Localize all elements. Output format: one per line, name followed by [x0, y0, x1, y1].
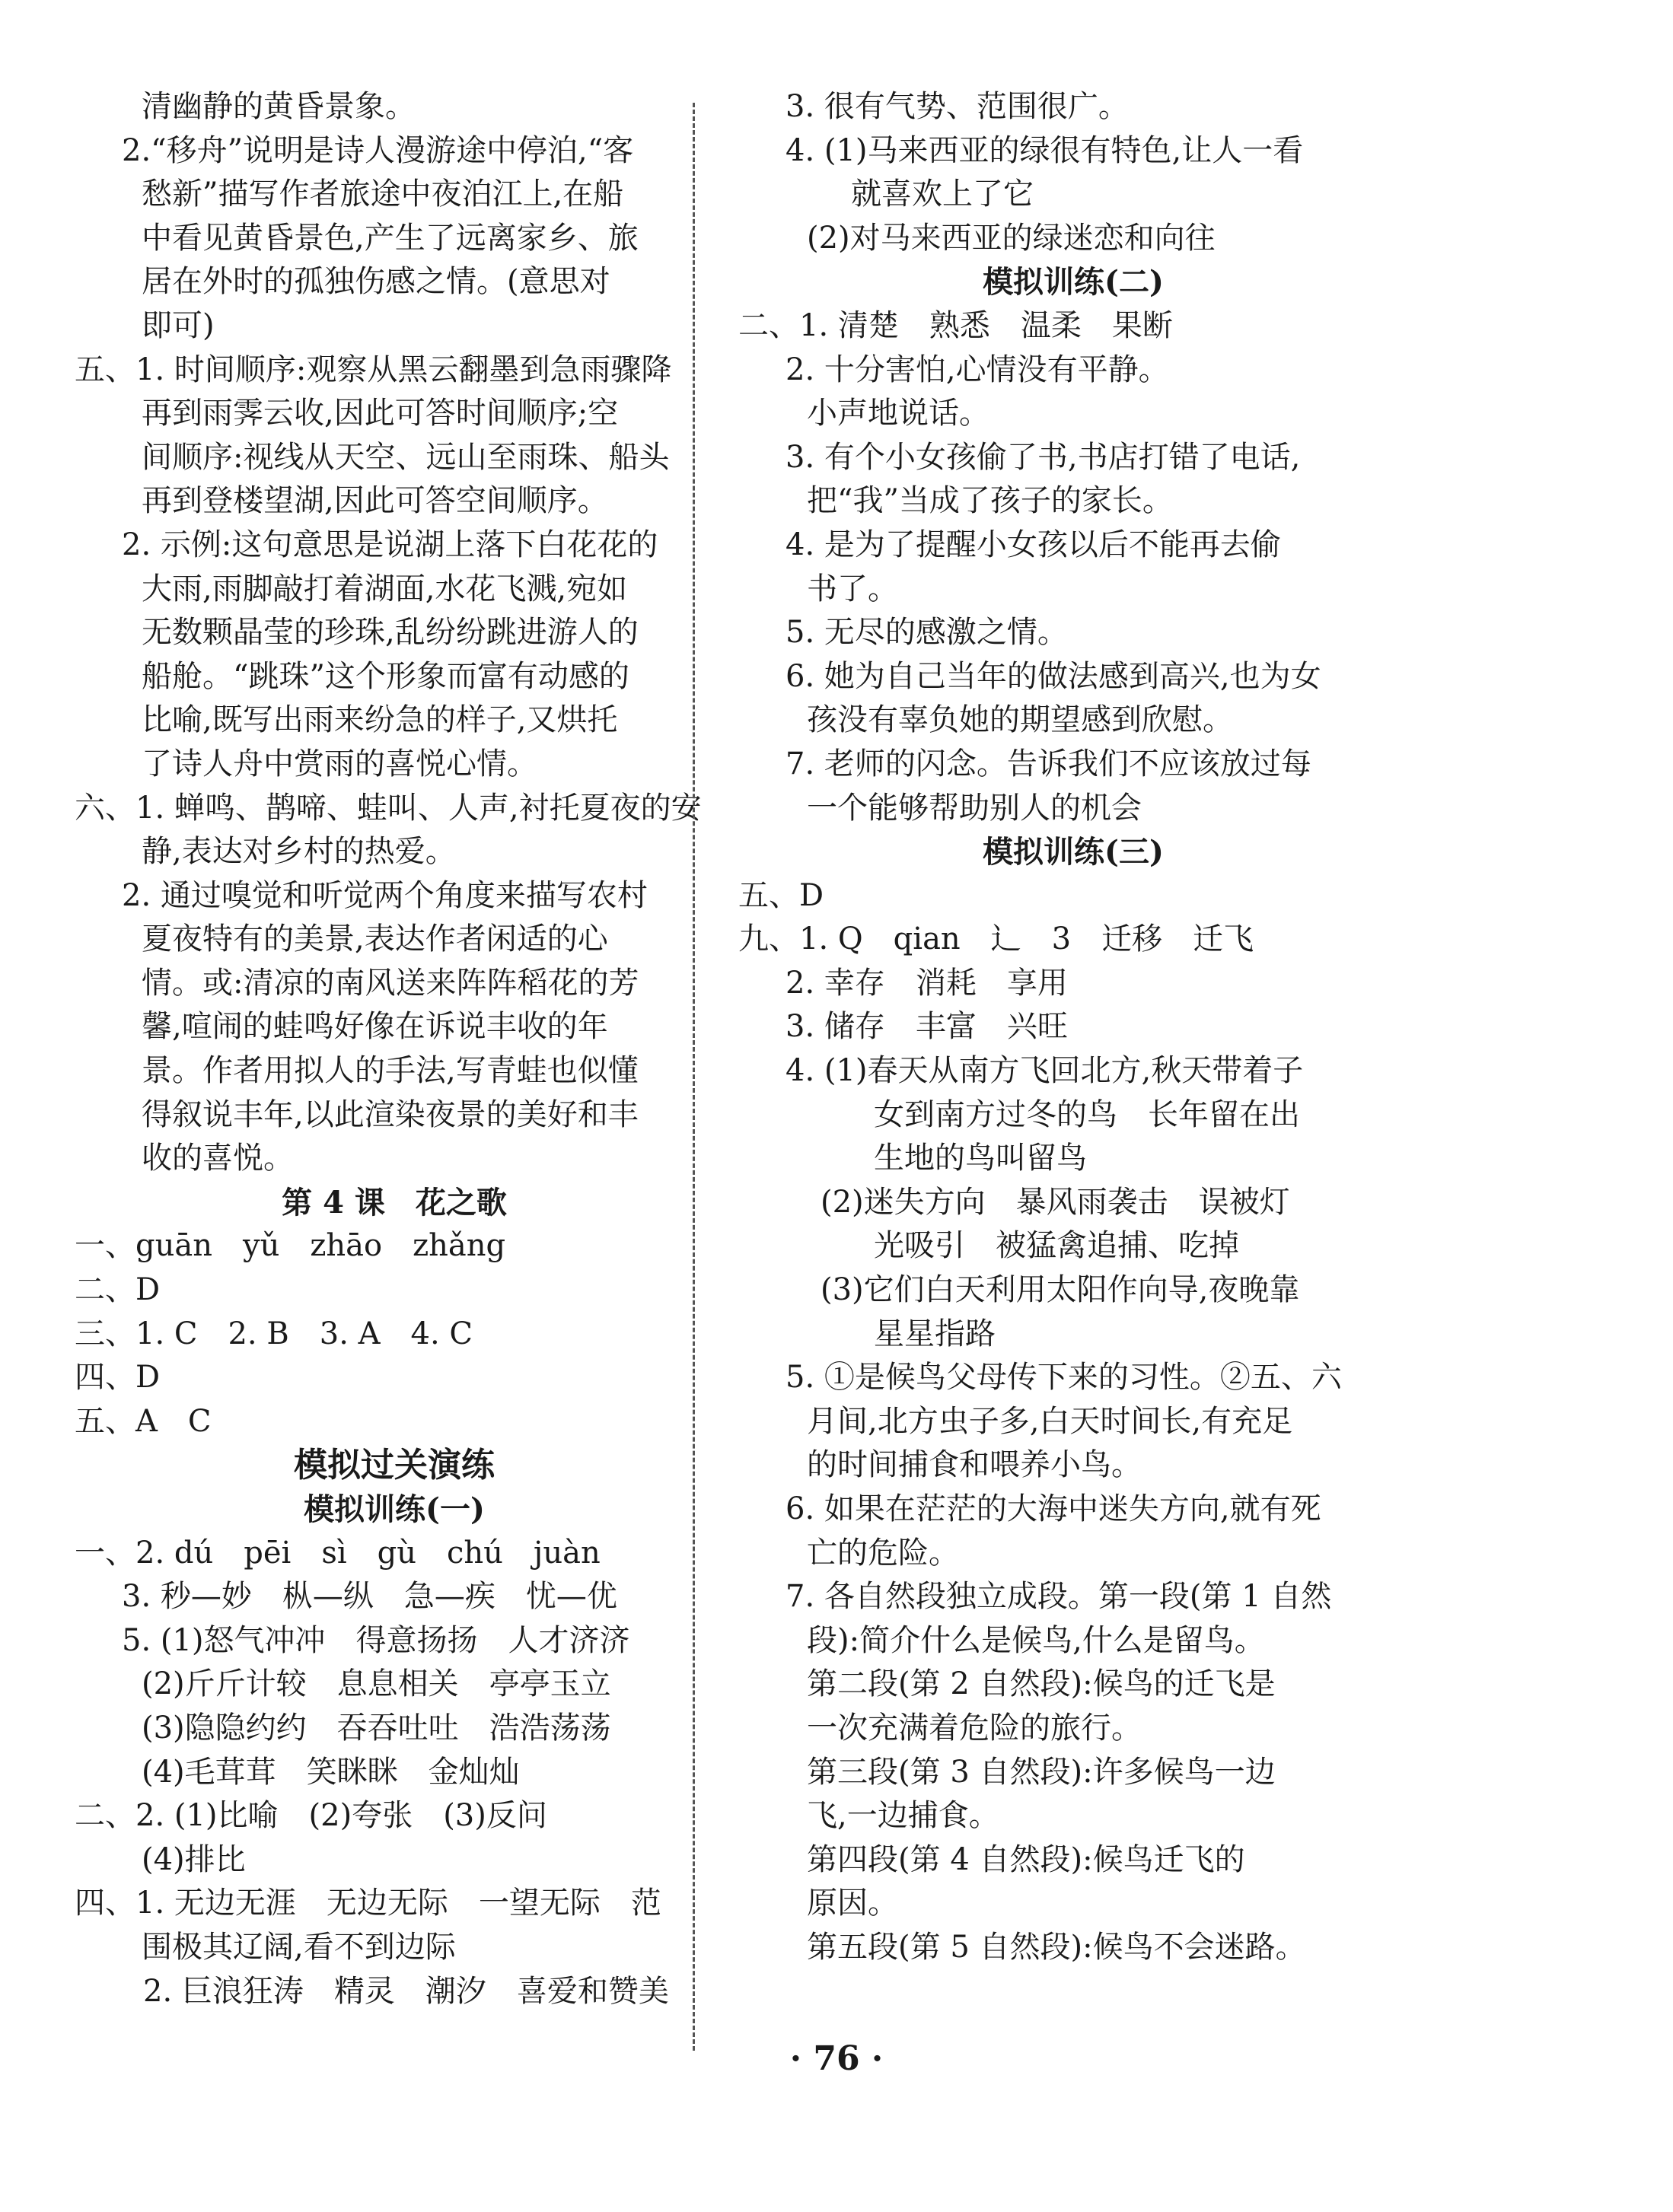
left-column-line: 五、1. 时间顺序:观察从黑云翻墨到急雨骤降 — [75, 352, 672, 387]
right-column-line: 7. 老师的闪念。告诉我们不应该放过每 — [786, 746, 1311, 781]
left-column-line: 比喻,既写出雨来纷急的样子,又烘托 — [142, 702, 618, 738]
left-column-line: 船舱。“跳珠”这个形象而富有动感的 — [142, 658, 629, 694]
right-column-line: 书了。 — [807, 571, 898, 606]
left-column-line: 围极其辽阔,看不到边际 — [142, 1929, 456, 1965]
right-column-line: 一次充满着危险的旅行。 — [807, 1710, 1142, 1746]
left-column-line: 四、D — [75, 1360, 161, 1396]
left-column-line: 馨,喧闹的蛙鸣好像在诉说丰收的年 — [142, 1009, 608, 1045]
right-column-line: 二、1. 清楚 熟悉 温柔 果断 — [738, 307, 1173, 343]
left-column-line: 间顺序:视线从天空、远山至雨珠、船头 — [142, 439, 670, 475]
right-column-line: 原因。 — [807, 1886, 898, 1921]
page-number: · 76 · — [789, 2039, 884, 2078]
right-column-line: 生地的鸟叫留鸟 — [874, 1141, 1087, 1176]
left-column-line: 再到登楼望湖,因此可答空间顺序。 — [142, 483, 608, 519]
left-column-line: 模拟训练(一) — [304, 1491, 485, 1527]
right-column-line: 段):简介什么是候鸟,什么是留鸟。 — [807, 1622, 1265, 1658]
left-column-line: 第 4 课 花之歌 — [282, 1184, 507, 1221]
right-column-line: 星星指路 — [874, 1316, 996, 1351]
right-column-line: 第三段(第 3 自然段):许多候鸟一边 — [807, 1754, 1276, 1790]
right-column-line: 第四段(第 4 自然段):候鸟迁飞的 — [807, 1841, 1245, 1877]
right-column-line: 5. ①是候鸟父母传下来的习性。②五、六 — [786, 1360, 1342, 1396]
left-column-line: 了诗人舟中赏雨的喜悦心情。 — [142, 746, 537, 781]
right-column-line: 4. 是为了提醒小女孩以后不能再去偷 — [786, 527, 1281, 562]
right-column-line: 五、D — [738, 877, 824, 913]
right-column-line: 飞,一边捕食。 — [807, 1798, 999, 1834]
right-column-line: 的时间捕食和喂养小鸟。 — [807, 1447, 1142, 1483]
right-column-line: 3. 很有气势、范围很广。 — [786, 89, 1129, 124]
right-column-line: 4. (1)马来西亚的绿很有特色,让人一看 — [786, 132, 1304, 168]
left-column-line: 再到雨霁云收,因此可答时间顺序;空 — [142, 396, 619, 431]
right-column-line: 6. 她为自己当年的做法感到高兴,也为女 — [786, 658, 1321, 694]
right-column — [738, 85, 1408, 1970]
left-column-line: 大雨,雨脚敲打着湖面,水花飞溅,宛如 — [142, 571, 628, 606]
left-column-line: 一、2. dú pēi sì gù chú juàn — [75, 1535, 601, 1571]
right-column-line: 女到南方过冬的鸟 长年留在出 — [874, 1096, 1300, 1132]
left-column-line: 2.“移舟”说明是诗人漫游途中停泊,“客 — [122, 132, 634, 168]
right-column-line: 把“我”当成了孩子的家长。 — [807, 483, 1173, 519]
right-column-line: 第二段(第 2 自然段):候鸟的迁飞是 — [807, 1666, 1276, 1702]
left-column-line: 无数颗晶莹的珍珠,乱纷纷跳进游人的 — [142, 615, 639, 651]
left-column-line: (4)毛茸茸 笑眯眯 金灿灿 — [142, 1754, 520, 1790]
left-column-line: 2. 示例:这句意思是说湖上落下白花花的 — [122, 527, 658, 562]
left-column-line: 一、guān yǔ zhāo zhǎng — [75, 1228, 506, 1264]
right-column-line: 7. 各自然段独立成段。第一段(第 1 自然 — [786, 1579, 1332, 1615]
right-column-line: 4. (1)春天从南方飞回北方,秋天带着子 — [786, 1053, 1304, 1089]
right-column-line: 模拟训练(二) — [983, 264, 1164, 301]
left-column — [75, 85, 714, 2013]
left-column-line: 夏夜特有的美景,表达作者闲适的心 — [142, 921, 608, 957]
right-column-line: 光吸引 被猛禽追捕、吃掉 — [874, 1228, 1239, 1264]
right-column-line: 2. 十分害怕,心情没有平静。 — [786, 352, 1169, 387]
right-column-line: 5. 无尽的感激之情。 — [786, 615, 1068, 651]
left-column-line: 居在外时的孤独伤感之情。(意思对 — [142, 264, 610, 300]
right-column-line: 第五段(第 5 自然段):候鸟不会迷路。 — [807, 1929, 1306, 1965]
right-column-line: 一个能够帮助别人的机会 — [807, 790, 1142, 826]
right-column-line: 九、1. Q qian 辶 3 迁移 迁飞 — [738, 921, 1254, 957]
left-column-line: 二、2. (1)比喻 (2)夸张 (3)反问 — [75, 1798, 547, 1834]
right-column-line: (2)迷失方向 暴风雨袭击 误被灯 — [821, 1184, 1290, 1220]
right-column-line: 2. 幸存 消耗 享用 — [786, 965, 1068, 1001]
left-column-line: 得叙说丰年,以此渲染夜景的美好和丰 — [142, 1096, 639, 1132]
left-column-line: 中看见黄昏景色,产生了远离家乡、旅 — [142, 220, 639, 256]
column-divider — [693, 103, 695, 2051]
right-column-line: (3)它们白天利用太阳作向导,夜晚靠 — [821, 1272, 1300, 1308]
right-column-line: 3. 储存 丰富 兴旺 — [786, 1009, 1068, 1045]
left-column-line: 愁新”描写作者旅途中夜泊江上,在船 — [142, 177, 624, 212]
right-column-line: 就喜欢上了它 — [851, 177, 1034, 212]
right-column-line: 6. 如果在茫茫的大海中迷失方向,就有死 — [786, 1491, 1321, 1526]
right-column-line: (2)对马来西亚的绿迷恋和向往 — [807, 220, 1216, 256]
left-column-line: 静,表达对乡村的热爱。 — [142, 834, 456, 870]
left-column-line: 六、1. 蝉鸣、鹊啼、蛙叫、人声,衬托夏夜的安 — [75, 790, 702, 826]
left-column-line: 情。或:清凉的南风送来阵阵稻花的芳 — [142, 965, 639, 1001]
left-column-line: 收的喜悦。 — [142, 1141, 294, 1176]
left-column-line: 清幽静的黄昏景象。 — [142, 89, 416, 124]
left-column-line: 景。作者用拟人的手法,写青蛙也似懂 — [142, 1053, 639, 1089]
left-column-line: 即可) — [142, 307, 215, 343]
right-column-line: 孩没有辜负她的期望感到欣慰。 — [807, 702, 1233, 738]
left-column-line: (3)隐隐约约 吞吞吐吐 浩浩荡荡 — [142, 1710, 611, 1746]
right-column-line: 模拟训练(三) — [983, 834, 1164, 870]
left-column-line: (4)排比 — [142, 1841, 246, 1877]
right-column-line: 小声地说话。 — [807, 396, 989, 431]
left-column-line: 2. 巨浪狂涛 精灵 潮汐 喜爱和赞美 — [143, 1973, 669, 2009]
right-column-line: 月间,北方虫子多,白天时间长,有充足 — [807, 1403, 1293, 1439]
right-column-line: 亡的危险。 — [807, 1535, 959, 1571]
left-column-line: 二、D — [75, 1272, 161, 1308]
left-column-line: 模拟过关演练 — [294, 1446, 495, 1485]
left-column-line: (2)斤斤计较 息息相关 亭亭玉立 — [142, 1666, 611, 1702]
left-column-line: 3. 秒—妙 枞—纵 急—疾 忧—优 — [122, 1579, 617, 1615]
left-column-line: 五、A C — [75, 1403, 212, 1439]
right-column-line: 3. 有个小女孩偷了书,书店打错了电话, — [786, 439, 1301, 475]
left-column-line: 5. (1)怒气冲冲 得意扬扬 人才济济 — [122, 1622, 630, 1658]
left-column-line: 三、1. C 2. B 3. A 4. C — [75, 1316, 473, 1351]
left-column-line: 2. 通过嗅觉和听觉两个角度来描写农村 — [122, 877, 648, 913]
left-column-line: 四、1. 无边无涯 无边无际 一望无际 范 — [75, 1886, 661, 1921]
